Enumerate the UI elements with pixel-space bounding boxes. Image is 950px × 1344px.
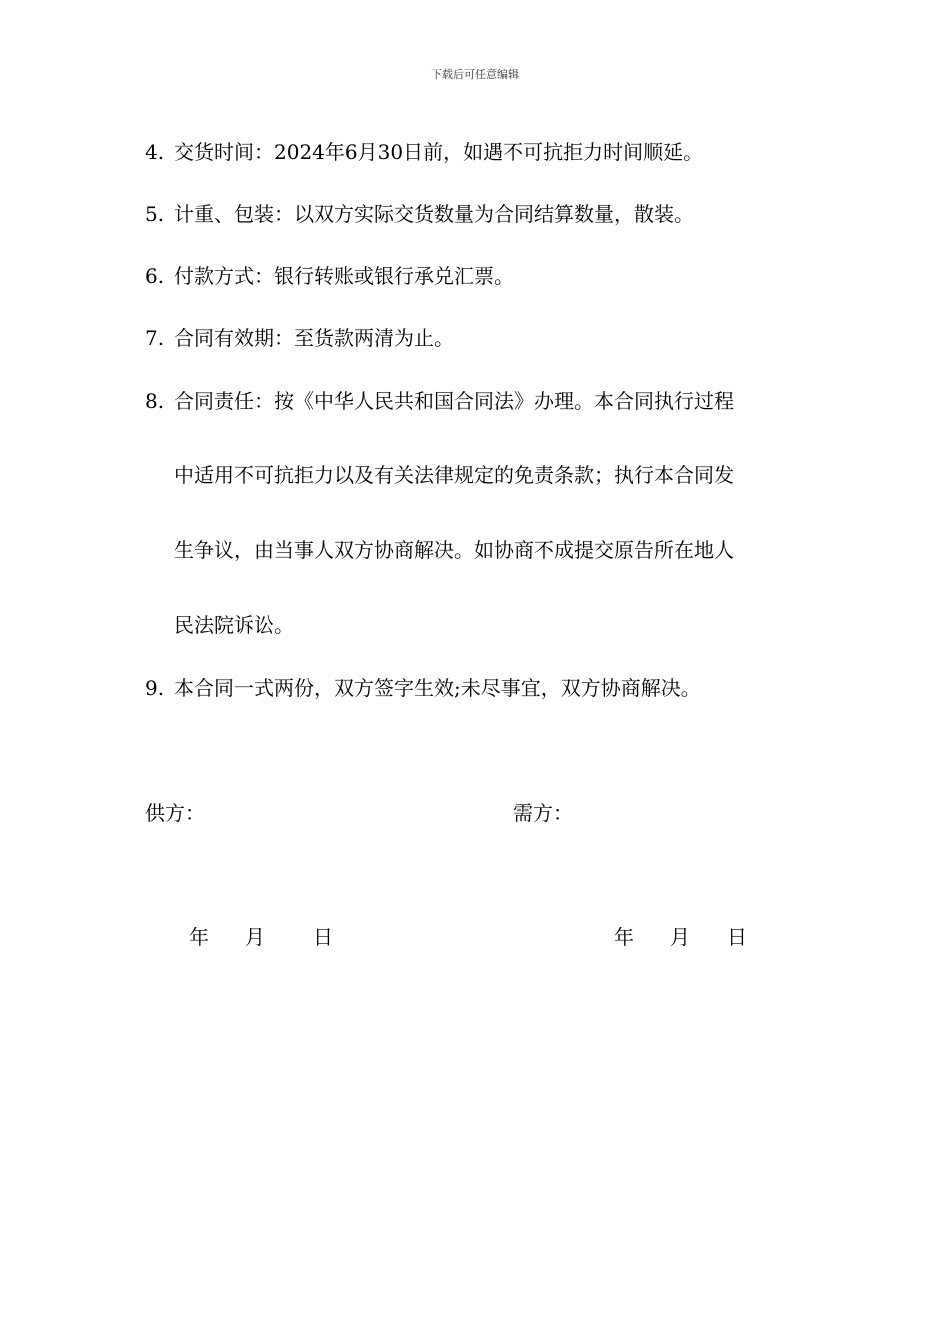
clause-number: 5. [145,202,165,226]
clause-7 [145,325,454,351]
clause-5 [145,201,694,227]
clause-8 [145,388,734,414]
buyer-date-month: 月 [670,925,690,949]
clause-9 [145,675,701,701]
supplier-date-day: 日 [313,925,333,949]
supplier-date-month: 月 [245,925,265,949]
clause-text: 本合同一式两份，双方签字生效;未尽事宜，双方协商解决。 [174,676,701,700]
clause-number: 4. [145,140,165,164]
supplier-label: 供方： [145,801,205,825]
clause-8-line-3: 生争议，由当事人双方协商解决。如协商不成提交原告所在地人 [174,538,734,562]
header-note: 下载后可任意编辑 [431,68,519,81]
clause-8-line-2: 中适用不可抗拒力以及有关法律规定的免责条款；执行本合同发 [174,463,734,487]
buyer-label: 需方： [513,801,573,825]
clause-number: 7. [145,326,165,350]
clause-6 [145,263,514,289]
clause-text: 合同责任：按《中华人民共和国合同法》办理。本合同执行过程 [174,389,734,413]
clause-number: 8. [145,389,165,413]
clause-text: 付款方式：银行转账或银行承兑汇票。 [174,264,514,288]
supplier-date-year: 年 [189,925,209,949]
clause-text: 交货时间：2024年6月30日前，如遇不可抗拒力时间顺延。 [174,140,704,164]
buyer-date-year: 年 [614,925,634,949]
buyer-date-day: 日 [727,925,747,949]
clause-4 [145,139,703,165]
clause-text: 计重、包装：以双方实际交货数量为合同结算数量，散装。 [174,202,694,226]
clause-number: 9. [145,676,165,700]
clause-text: 合同有效期：至货款两清为止。 [174,326,454,350]
clause-8-line-4: 民法院诉讼。 [174,613,294,637]
clause-number: 6. [145,264,165,288]
